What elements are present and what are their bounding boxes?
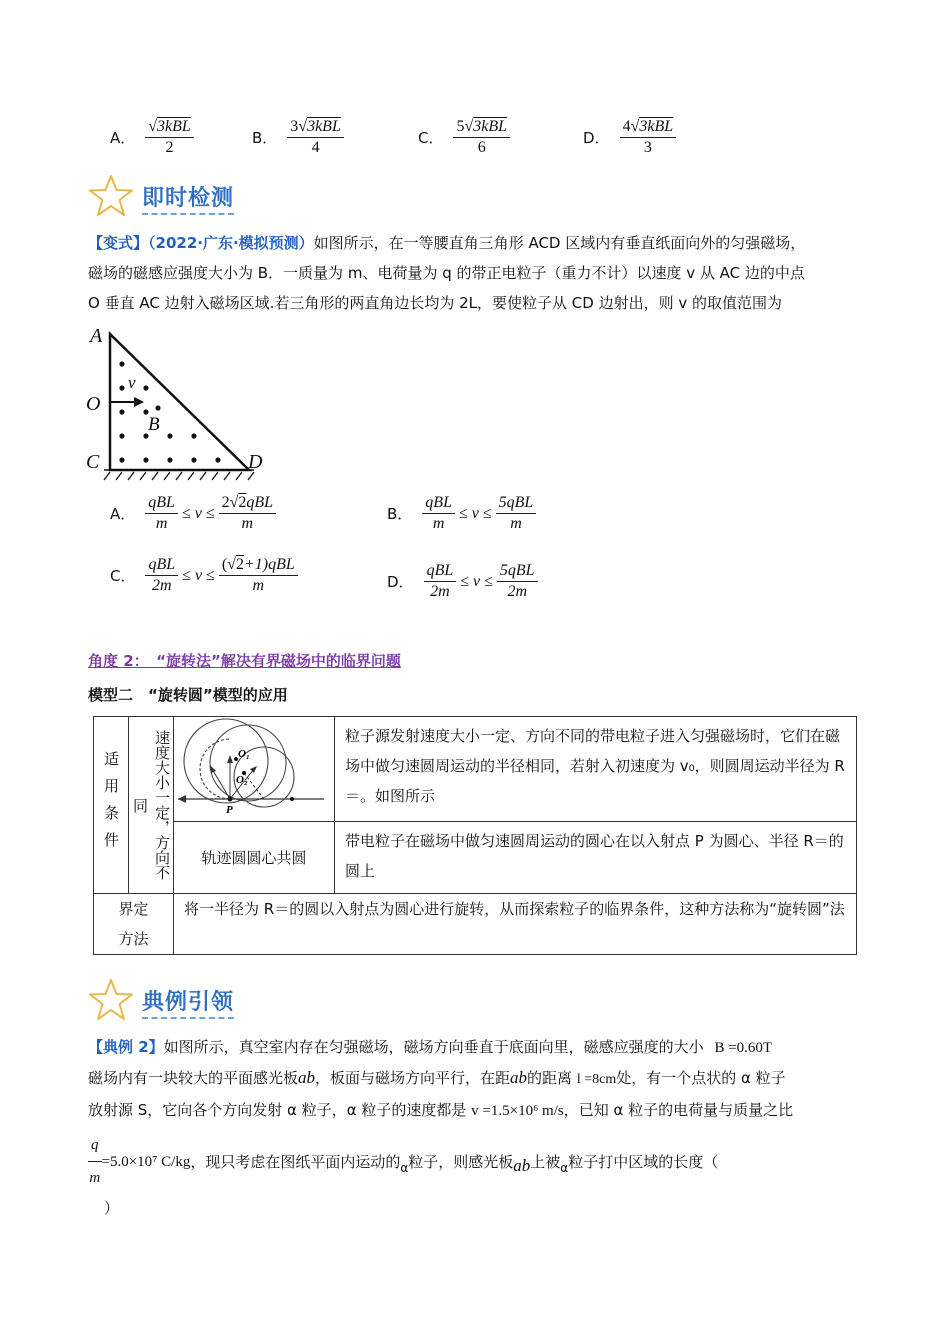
section-header-instant-check [88, 174, 234, 218]
section-underline [142, 1017, 234, 1019]
variant-option-a[interactable]: A． $\frac{\text{qBL}}{m}$ ≤ v ≤ $\frac{\text{2√2qBL}}{m}$ [110, 494, 276, 533]
label-o: O [86, 393, 101, 415]
angle2-heading: 角度 2： “旋转法”解决有界磁场中的临界问题 [88, 652, 401, 670]
variant-question: 【变式】（2022·广东·模拟预测）如图所示，在一等腰直角三角形 ACD 区域内有垂直纸面向外的匀强磁场， 磁场的磁感应强度大小为 B．一质量为 m、电荷量为 q 的带正电粒子（重力不计）以速度 v 从 AC 边的中点 O 垂直 AC 边射入磁场区域.若三角形的两直角边长均为 2L，要使粒子从 CD 边射出，则 v 的取值范围为 [88, 234, 806, 312]
label-b: B [148, 414, 160, 435]
model2-heading: 模型二 “旋转圆”模型的应用 [88, 686, 288, 704]
rotating-circles-figure [174, 717, 334, 817]
option-c[interactable]: C． $\frac{\text{5√3kBL}}{6}$ [418, 118, 510, 157]
variant-option-c[interactable]: C． $\frac{\text{qBL}}{2m}$ ≤ v ≤ $\frac{\text{(√2+1)qBL}}{m}$ [110, 556, 298, 595]
row3-label-cell: 界定方法 [94, 894, 174, 955]
option-a[interactable]: A． $\frac{\text{√3kBL}}{2}$ [110, 118, 194, 157]
row2-text: 带电粒子在磁场中做匀速圆周运动的圆心在以入射点 P 为圆心、半径 R＝的圆上 [335, 822, 857, 894]
row2-label: 轨迹圆圆心共圆 [174, 822, 335, 894]
row3-text: 将一半径为 R＝的圆以入射点为圆心进行旋转，从而探索粒子的临界条件，这种方法称为“旋转圆”法 [174, 894, 857, 955]
row1-text: 粒子源发射速度大小一定、方向不同的带电粒子进入匀强磁场时，它们在磁场中做匀速圆周运动的半径相同，若射入初速度为 v₀，则圆周运动半径为 R＝。如图所示 [335, 717, 857, 822]
speed-condition-cell: 速度大小一定，方向不同 [129, 717, 174, 894]
rotating-circle-figure-cell [174, 717, 335, 822]
star-icon [88, 174, 134, 218]
label-c: C [86, 451, 100, 473]
section-title: 典例引领 [142, 989, 235, 1015]
label-v: v [128, 373, 136, 392]
model-table [93, 716, 857, 955]
svg-text:O₁: O₁ [238, 748, 250, 760]
variant-option-d[interactable]: D． $\frac{\text{qBL}}{2m}$ ≤ v ≤ $\frac{\text{5qBL}}{2m}$ [387, 562, 538, 601]
option-d[interactable]: D． $\frac{\text{4√3kBL}}{3}$ [583, 118, 676, 157]
label-d: D [248, 451, 263, 473]
fraction: $\frac{\text{3√3kBL}}{4}$ [287, 118, 344, 157]
svg-text:P: P [226, 804, 233, 816]
option-b[interactable]: B． $\frac{\text{3√3kBL}}{4}$ [252, 118, 344, 157]
fraction: $\frac{\text{4√3kBL}}{3}$ [620, 118, 677, 157]
fraction: $\frac{\text{√3kBL}}{2}$ [145, 118, 194, 157]
svg-text:O₂: O₂ [236, 774, 248, 786]
applicable-conditions-header: 适用条件 [94, 717, 129, 894]
label-a: A [90, 325, 103, 347]
example2-question: 【典例 2】如图所示，真空室内存在匀强磁场，磁场方向垂直于底面向里，磁感应强度的大小 B =0.60T 磁场内有一块较大的平面感光板ab，板面与磁场方向平行，在距ab的距离 l =8cm处，有一个点状的 α 粒子 放射源 S，它向各个方向发射 α 粒子，α 粒子的速度都是 v =1.5×10⁶ m/s，已知 α 粒子的电荷量与质量之比 $\frac{q}{m}$ =5.0×10⁷ C/kg ，现只考虑在图纸平面内运动的 α 粒子，则感光板 ab 上被 α 粒子打中区域的长度（ ） [88, 1038, 794, 1217]
variant-option-b[interactable]: B． $\frac{\text{qBL}}{m}$ ≤ v ≤ $\frac{\text{5qBL}}{m}$ [387, 494, 536, 533]
star-icon [88, 978, 134, 1022]
section-underline [142, 213, 234, 215]
fraction: $\frac{\text{5√3kBL}}{6}$ [453, 118, 510, 157]
section-header-typical-example [88, 978, 234, 1022]
triangle-figure [84, 322, 284, 492]
section-title: 即时检测 [142, 185, 235, 211]
